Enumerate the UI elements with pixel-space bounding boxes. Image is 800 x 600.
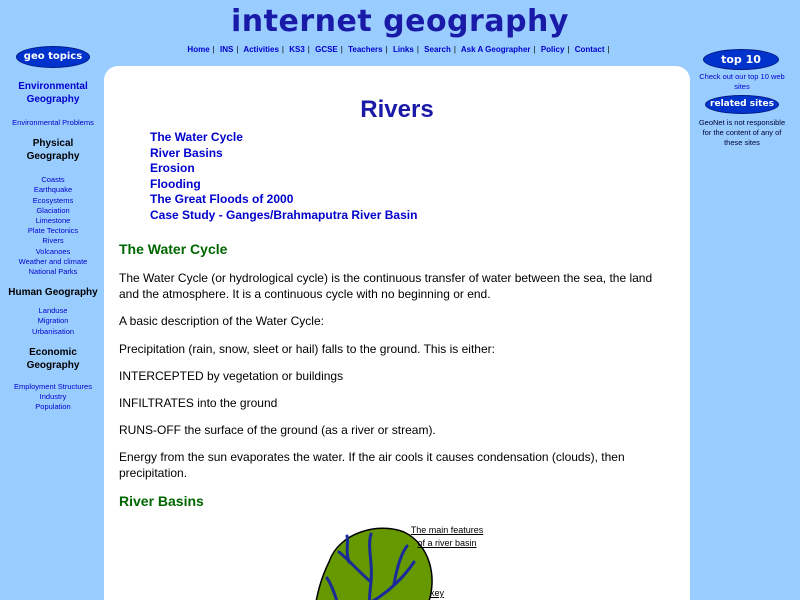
nav-links[interactable]: Links xyxy=(392,45,414,54)
nav-activities[interactable]: Activities xyxy=(243,45,279,54)
toc-erosion[interactable]: Erosion xyxy=(150,161,195,176)
category-physical: Physical Geography xyxy=(26,138,80,163)
sidebar-item-industry[interactable]: Industry xyxy=(39,392,67,402)
paragraph-basic-description: A basic description of the Water Cycle: xyxy=(119,314,324,328)
left-sidebar xyxy=(0,80,106,412)
nav-home[interactable]: Home xyxy=(187,45,210,54)
nav-ins[interactable]: INS xyxy=(219,45,234,54)
toc-great-floods-2000[interactable]: The Great Floods of 2000 xyxy=(150,192,294,207)
sidebar-item-employment-structures[interactable]: Employment Structures xyxy=(14,381,92,391)
sidebar-item-limestone[interactable]: Limestone xyxy=(35,216,71,226)
sidebar-item-national-parks[interactable]: National Parks xyxy=(28,267,78,277)
sidebar-item-ecosystems[interactable]: Ecosystems xyxy=(32,195,74,205)
river-basins-heading: River Basins xyxy=(119,493,204,509)
paragraph-precipitation: Precipitation (rain, snow, sleet or hail) falls to the ground. This is either: xyxy=(119,342,495,356)
nav-ks3[interactable]: KS3 xyxy=(289,45,305,54)
paragraph-infiltrates: INFILTRATES into the ground xyxy=(119,396,278,410)
nav-gcse[interactable]: GCSE xyxy=(315,45,338,54)
sidebar-item-earthquake[interactable]: Earthquake xyxy=(33,185,73,195)
paragraph-runs-off: RUNS-OFF the surface of the ground (as a river or stream). xyxy=(119,423,436,437)
category-human: Human Geography xyxy=(8,287,98,299)
toc-flooding[interactable]: Flooding xyxy=(150,176,201,191)
right-sidebar xyxy=(692,72,792,92)
page-title: Rivers xyxy=(360,96,434,123)
sidebar-item-glaciation[interactable]: Glaciation xyxy=(36,205,70,215)
paragraph-intercepted: INTERCEPTED by vegetation or buildings xyxy=(119,369,344,383)
tributary xyxy=(347,536,349,562)
sidebar-item-coasts[interactable]: Coasts xyxy=(41,175,65,185)
nav-ask-a-geographer[interactable]: Ask A Geographer xyxy=(460,45,531,54)
table-of-contents xyxy=(150,130,417,224)
sidebar-item-rivers[interactable]: Rivers xyxy=(42,236,64,246)
site-logo[interactable]: internet geography xyxy=(231,4,569,39)
top-10-note[interactable]: Check out our top 10 web sites xyxy=(699,72,785,91)
sidebar-item-landuse[interactable]: Landuse xyxy=(38,306,68,316)
nav-policy[interactable]: Policy xyxy=(540,45,565,54)
sidebar-item-population[interactable]: Population xyxy=(35,402,71,412)
water-cycle-heading: The Water Cycle xyxy=(119,241,228,257)
diagram-caption: The main features of a river basin xyxy=(410,525,484,548)
related-sites-note: GeoNet is not responsible for the content of any of these sites xyxy=(698,118,786,147)
paragraph-evaporation: Energy from the sun evaporates the water. If the air cools it causes condensation (clouds), then precipitation. xyxy=(119,450,625,480)
category-environmental[interactable]: Environmental Geography xyxy=(18,81,88,105)
nav-contact[interactable]: Contact xyxy=(574,45,605,54)
sidebar-item-volcanoes[interactable]: Volcanoes xyxy=(35,246,71,256)
sidebar-item-migration[interactable]: Migration xyxy=(37,316,69,326)
top-navigation: Home | INS | Activities | KS3 | GCSE | Teachers | Links | Search | Ask A Geographer | Policy | Contact | xyxy=(187,45,610,54)
sidebar-item-environmental-problems[interactable]: Environmental Problems xyxy=(12,118,94,127)
related-sites-badge[interactable]: related sites xyxy=(705,95,779,114)
sidebar-item-urbanisation[interactable]: Urbanisation xyxy=(31,326,75,336)
sidebar-item-plate-tectonics[interactable]: Plate Tectonics xyxy=(27,226,79,236)
top-10-badge[interactable]: top 10 xyxy=(703,49,779,70)
category-economic: Economic Geography xyxy=(26,346,80,371)
sidebar-item-weather-climate[interactable]: Weather and climate xyxy=(18,256,88,266)
toc-ganges-case-study[interactable]: Case Study - Ganges/Brahmaputra River Basin xyxy=(150,207,418,222)
nav-search[interactable]: Search xyxy=(424,45,451,54)
diagram-key-label: key xyxy=(430,588,445,598)
main-content xyxy=(104,66,690,600)
toc-river-basins[interactable]: River Basins xyxy=(150,145,223,160)
geo-topics-badge: geo topics xyxy=(16,46,90,68)
toc-water-cycle[interactable]: The Water Cycle xyxy=(150,130,243,144)
paragraph-water-cycle-definition: The Water Cycle (or hydrological cycle) is the continuous transfer of water between the sea, the land and the atmosphere. It is a continuous cycle with no beginning or end. xyxy=(119,271,653,301)
nav-teachers[interactable]: Teachers xyxy=(348,45,383,54)
